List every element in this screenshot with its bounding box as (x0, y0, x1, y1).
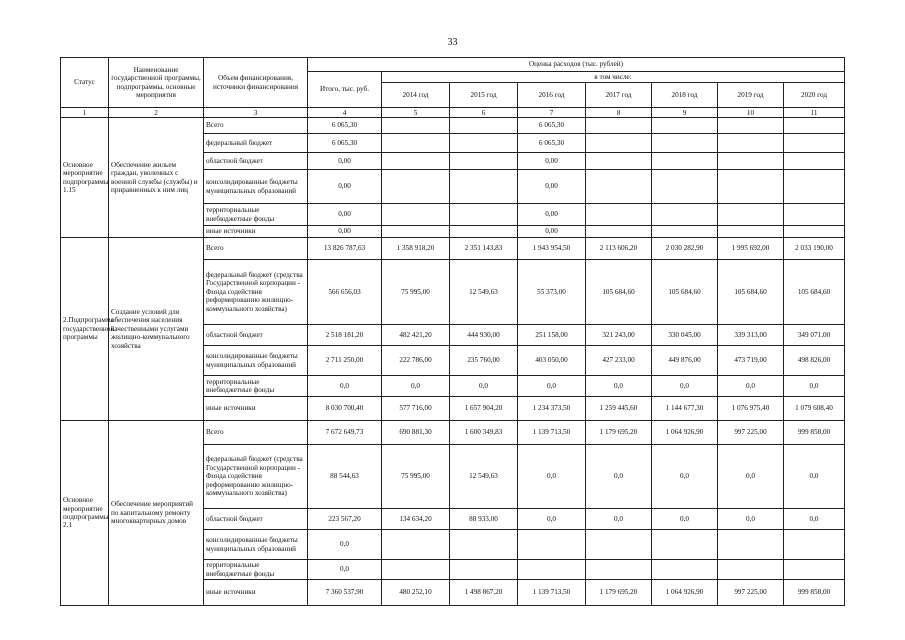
year-value-cell: 0,0 (382, 376, 450, 397)
year-value-cell (652, 204, 718, 226)
funding-source-cell: территориальные внебюджетные фонды (204, 204, 308, 226)
total-value-cell: 0,0 (308, 530, 382, 560)
year-value-cell: 222 786,00 (382, 346, 450, 376)
year-value-cell (718, 560, 784, 580)
year-value-cell: 1 943 954,50 (518, 238, 586, 260)
funding-source-cell: иные источники (204, 226, 308, 238)
year-value-cell: 105 684,60 (586, 260, 652, 325)
year-value-cell (718, 204, 784, 226)
year-value-cell (450, 153, 518, 170)
total-value-cell: 6 065,30 (308, 134, 382, 153)
year-value-cell: 105 684,60 (718, 260, 784, 325)
funding-source-cell: Всего (204, 238, 308, 260)
column-number: 11 (784, 108, 845, 118)
year-value-cell (784, 170, 845, 204)
year-value-cell: 1 600 349,83 (450, 421, 518, 445)
year-value-cell (450, 204, 518, 226)
total-value-cell: 6 065,30 (308, 118, 382, 134)
year-value-cell: 577 716,00 (382, 397, 450, 421)
header-year: 2017 год (586, 83, 652, 108)
year-value-cell (652, 153, 718, 170)
year-value-cell (382, 170, 450, 204)
year-value-cell: 0,0 (718, 445, 784, 509)
status-cell: Основное мероприятие подпрограммы 1.15 (61, 118, 109, 238)
year-value-cell (450, 134, 518, 153)
total-value-cell: 0,00 (308, 226, 382, 238)
total-value-cell: 0,00 (308, 153, 382, 170)
year-value-cell (382, 204, 450, 226)
year-value-cell: 999 858,00 (784, 580, 845, 606)
year-value-cell (586, 153, 652, 170)
year-value-cell (784, 226, 845, 238)
total-value-cell: 223 567,20 (308, 509, 382, 530)
total-value-cell: 0,0 (308, 560, 382, 580)
total-value-cell: 2 711 250,00 (308, 346, 382, 376)
year-value-cell: 498 826,00 (784, 346, 845, 376)
year-value-cell: 1 179 695,20 (586, 421, 652, 445)
year-value-cell: 6 065,30 (518, 118, 586, 134)
year-value-cell: 1 076 975,40 (718, 397, 784, 421)
year-value-cell: 449 876,00 (652, 346, 718, 376)
total-value-cell: 0,00 (308, 170, 382, 204)
year-value-cell: 0,0 (718, 376, 784, 397)
year-value-cell: 0,0 (450, 376, 518, 397)
year-value-cell (652, 170, 718, 204)
year-value-cell (784, 530, 845, 560)
year-value-cell: 1 144 677,30 (652, 397, 718, 421)
year-value-cell: 1 358 918,20 (382, 238, 450, 260)
year-value-cell: 0,0 (586, 509, 652, 530)
header-year: 2018 год (652, 83, 718, 108)
year-value-cell (382, 118, 450, 134)
funding-source-cell: территориальные внебюджетные фонды (204, 376, 308, 397)
year-value-cell (652, 134, 718, 153)
funding-source-cell: иные источники (204, 397, 308, 421)
header-year: 2014 год (382, 83, 450, 108)
year-value-cell (586, 170, 652, 204)
year-value-cell: 1 234 373,50 (518, 397, 586, 421)
year-value-cell: 1 139 713,50 (518, 580, 586, 606)
funding-source-cell: федеральный бюджет (204, 134, 308, 153)
year-value-cell (450, 170, 518, 204)
header-program-name: Наименование государственной программы, подпрограммы, основные мероприятия (109, 58, 204, 108)
year-value-cell (652, 226, 718, 238)
year-value-cell: 105 684,60 (784, 260, 845, 325)
table-body (61, 118, 845, 606)
year-value-cell: 1 079 608,40 (784, 397, 845, 421)
year-value-cell (784, 134, 845, 153)
total-value-cell: 7 672 649,73 (308, 421, 382, 445)
header-year: 2016 год (518, 83, 586, 108)
year-value-cell (382, 530, 450, 560)
year-value-cell (586, 118, 652, 134)
total-value-cell: 0,00 (308, 204, 382, 226)
year-value-cell (382, 226, 450, 238)
year-value-cell: 444 930,00 (450, 325, 518, 346)
year-value-cell: 0,00 (518, 204, 586, 226)
year-value-cell: 482 421,20 (382, 325, 450, 346)
year-value-cell (518, 530, 586, 560)
funding-source-cell: иные источники (204, 580, 308, 606)
year-value-cell (586, 134, 652, 153)
year-value-cell (450, 226, 518, 238)
year-value-cell: 997 225,00 (718, 580, 784, 606)
year-value-cell (718, 530, 784, 560)
funding-source-cell: областной бюджет (204, 153, 308, 170)
year-value-cell: 473 719,00 (718, 346, 784, 376)
year-value-cell: 321 243,00 (586, 325, 652, 346)
program-name-cell: Обеспечение жильем граждан, уволенных с военной службы (службы) и приравненных к ним лиц (109, 118, 204, 238)
header-funding: Объем финансирования, источники финансирования (204, 58, 308, 108)
total-value-cell: 13 826 787,63 (308, 238, 382, 260)
table-row (61, 238, 845, 260)
year-value-cell: 251 158,00 (518, 325, 586, 346)
header-year: 2019 год (718, 83, 784, 108)
year-value-cell: 999 858,00 (784, 421, 845, 445)
year-value-cell: 0,0 (718, 509, 784, 530)
year-value-cell: 330 045,00 (652, 325, 718, 346)
year-value-cell: 12 549,63 (450, 445, 518, 509)
page-number: 33 (447, 37, 458, 48)
year-value-cell: 0,0 (652, 445, 718, 509)
total-value-cell: 8 030 700,40 (308, 397, 382, 421)
total-value-cell: 88 544,63 (308, 445, 382, 509)
year-value-cell: 0,0 (784, 445, 845, 509)
funding-source-cell: консолидированные бюджеты муниципальных образований (204, 170, 308, 204)
year-value-cell (718, 134, 784, 153)
year-value-cell (784, 560, 845, 580)
year-value-cell: 1 995 692,00 (718, 238, 784, 260)
program-name-cell: Создание условий для обеспечения населения качественными услугами жилищно-коммунального хозяйства (109, 238, 204, 421)
funding-source-cell: территориальные внебюджетные фонды (204, 560, 308, 580)
year-value-cell (718, 226, 784, 238)
funding-source-cell: областной бюджет (204, 509, 308, 530)
year-value-cell: 339 313,00 (718, 325, 784, 346)
funding-source-cell: федеральный бюджет (средства Государственной корпорации - Фонда содействия реформированию жилищно-коммунального хозяйства) (204, 445, 308, 509)
year-value-cell: 0,0 (652, 376, 718, 397)
funding-source-cell: Всего (204, 421, 308, 445)
year-value-cell: 88 933,00 (450, 509, 518, 530)
year-value-cell: 1 179 695,20 (586, 580, 652, 606)
program-name-cell: Обеспечение мероприятий по капитальному ремонту многоквартирных домов (109, 421, 204, 606)
status-cell: 2.Подпрограмма государственной программы (61, 238, 109, 421)
funding-source-cell: федеральный бюджет (средства Государственной корпорации - Фонда содействия реформированию жилищно-коммунального хозяйства) (204, 260, 308, 325)
year-value-cell: 105 684,60 (652, 260, 718, 325)
year-value-cell: 0,0 (586, 445, 652, 509)
year-value-cell: 997 225,00 (718, 421, 784, 445)
year-value-cell: 0,0 (784, 509, 845, 530)
year-value-cell (718, 153, 784, 170)
year-value-cell: 1 139 713,50 (518, 421, 586, 445)
year-value-cell: 2 351 143,83 (450, 238, 518, 260)
year-value-cell: 0,0 (652, 509, 718, 530)
status-cell: Основное мероприятие подпрограммы 2.1 (61, 421, 109, 606)
column-number: 4 (308, 108, 382, 118)
year-value-cell (382, 134, 450, 153)
year-value-cell (652, 118, 718, 134)
year-value-cell: 6 065,30 (518, 134, 586, 153)
year-value-cell: 403 050,00 (518, 346, 586, 376)
year-value-cell (518, 560, 586, 580)
year-value-cell (586, 560, 652, 580)
header-status: Статус (61, 58, 109, 108)
total-value-cell: 566 656,03 (308, 260, 382, 325)
column-number: 1 (61, 108, 109, 118)
total-value-cell: 0,0 (308, 376, 382, 397)
year-value-cell: 134 634,20 (382, 509, 450, 530)
year-value-cell (784, 153, 845, 170)
funding-source-cell: консолидированные бюджеты муниципальных образований (204, 530, 308, 560)
year-value-cell: 1 064 926,90 (652, 580, 718, 606)
year-value-cell: 1 259 445,60 (586, 397, 652, 421)
funding-source-cell: областной бюджет (204, 325, 308, 346)
year-value-cell (382, 560, 450, 580)
year-value-cell: 75 995,00 (382, 445, 450, 509)
header-total: Итого, тыс. руб. (308, 72, 382, 108)
total-value-cell: 7 360 537,90 (308, 580, 382, 606)
year-value-cell: 0,0 (518, 445, 586, 509)
header-year: 2020 год (784, 83, 845, 108)
year-value-cell: 690 881,30 (382, 421, 450, 445)
year-value-cell (450, 530, 518, 560)
column-number: 6 (450, 108, 518, 118)
year-value-cell (450, 118, 518, 134)
year-value-cell: 1 657 904,20 (450, 397, 518, 421)
year-value-cell: 427 233,00 (586, 346, 652, 376)
year-value-cell: 2 033 190,00 (784, 238, 845, 260)
budget-table (60, 57, 845, 606)
year-value-cell (784, 118, 845, 134)
year-value-cell (586, 204, 652, 226)
year-value-cell: 1 498 867,20 (450, 580, 518, 606)
year-value-cell: 55 373,00 (518, 260, 586, 325)
table-row (61, 421, 845, 445)
year-value-cell (652, 530, 718, 560)
column-number: 8 (586, 108, 652, 118)
year-value-cell (586, 530, 652, 560)
year-value-cell: 0,0 (518, 376, 586, 397)
year-value-cell: 2 030 282,90 (652, 238, 718, 260)
year-value-cell: 349 071,00 (784, 325, 845, 346)
year-value-cell (450, 560, 518, 580)
year-value-cell: 0,00 (518, 226, 586, 238)
year-value-cell (784, 204, 845, 226)
header-including: в том числе: (382, 72, 845, 83)
column-number: 2 (109, 108, 204, 118)
header-estimate: Оценка расходов (тыс. рублей) (308, 58, 845, 72)
column-number: 9 (652, 108, 718, 118)
table-row (61, 118, 845, 134)
funding-source-cell: Всего (204, 118, 308, 134)
column-number-row (61, 108, 845, 118)
year-value-cell: 0,00 (518, 153, 586, 170)
column-number: 5 (382, 108, 450, 118)
funding-source-cell: консолидированные бюджеты муниципальных образований (204, 346, 308, 376)
year-value-cell (718, 118, 784, 134)
year-value-cell: 12 549,63 (450, 260, 518, 325)
year-value-cell (718, 170, 784, 204)
year-value-cell: 2 113 606,20 (586, 238, 652, 260)
year-value-cell: 0,0 (518, 509, 586, 530)
column-number: 10 (718, 108, 784, 118)
year-value-cell: 480 252,10 (382, 580, 450, 606)
year-value-cell: 0,0 (586, 376, 652, 397)
total-value-cell: 2 518 181,20 (308, 325, 382, 346)
year-value-cell (382, 153, 450, 170)
year-value-cell (586, 226, 652, 238)
year-value-cell: 235 760,00 (450, 346, 518, 376)
year-value-cell: 1 064 926,90 (652, 421, 718, 445)
year-value-cell: 0,0 (784, 376, 845, 397)
year-value-cell (652, 560, 718, 580)
column-number: 3 (204, 108, 308, 118)
year-value-cell: 0,00 (518, 170, 586, 204)
header-year: 2015 год (450, 83, 518, 108)
year-value-cell: 75 995,00 (382, 260, 450, 325)
column-number: 7 (518, 108, 586, 118)
